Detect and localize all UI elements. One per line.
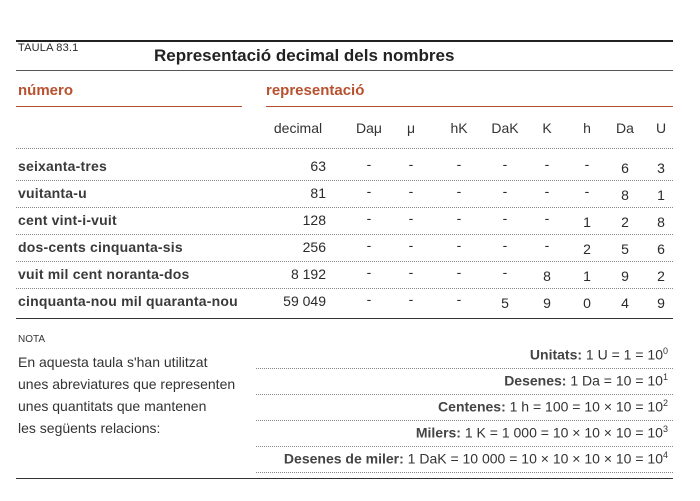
row-decimal: 63 xyxy=(310,158,326,174)
row-cell: - xyxy=(408,210,414,226)
row-cell: - xyxy=(366,291,372,307)
row-cell: 3 xyxy=(657,160,665,176)
relation-divider xyxy=(256,420,673,421)
row-divider xyxy=(16,180,673,181)
row-decimal: 8 192 xyxy=(290,266,326,282)
relation-label: Desenes de miler: xyxy=(283,450,404,467)
row-cell: - xyxy=(544,183,550,199)
relation-line xyxy=(284,450,668,467)
row-cell: - xyxy=(456,183,462,199)
row-name: seixanta-tres xyxy=(18,158,107,174)
row-cell: - xyxy=(544,156,550,172)
column-header: μ xyxy=(406,120,416,136)
row-cell: - xyxy=(584,156,590,172)
row-divider xyxy=(16,234,673,235)
row-cell: - xyxy=(502,183,508,199)
relation-divider xyxy=(256,472,673,473)
relation-line xyxy=(504,372,668,389)
row-cell: 4 xyxy=(621,295,629,311)
row-cell: - xyxy=(408,237,414,253)
relation-divider xyxy=(256,368,673,369)
row-decimal: 59 049 xyxy=(283,293,326,309)
row-cell: - xyxy=(456,237,462,253)
column-header: Da xyxy=(616,120,634,136)
row-cell: - xyxy=(366,210,372,226)
relation-expression: 1 DaK = 10 000 = 10 × 10 × 10 × 10 = 10 xyxy=(403,450,663,467)
row-cell: 2 xyxy=(583,241,591,257)
row-cell: 5 xyxy=(621,241,629,257)
row-cell: 2 xyxy=(621,214,629,230)
table-id: TAULA 83.1 xyxy=(18,42,79,54)
relation-expression: 1 U = 1 = 10 xyxy=(582,346,663,363)
column-header: DaK xyxy=(491,120,519,136)
row-name: vuit mil cent noranta-dos xyxy=(18,266,190,282)
row-cell: - xyxy=(502,264,508,280)
relation-expression: 1 h = 100 = 10 × 10 = 10 xyxy=(505,398,663,415)
row-divider xyxy=(16,288,673,289)
row-cell: - xyxy=(456,156,462,172)
row-cell: 1 xyxy=(583,268,591,284)
relation-label: Desenes: xyxy=(504,372,567,389)
table-title: Representació decimal dels nombres xyxy=(154,46,455,65)
row-cell: - xyxy=(408,183,414,199)
row-cell: 8 xyxy=(543,268,551,284)
row-cell: - xyxy=(502,210,508,226)
relation-exponent: 4 xyxy=(662,450,668,460)
relation-label: Milers: xyxy=(415,424,461,441)
relation-exponent: 1 xyxy=(662,372,668,382)
representacio-rule xyxy=(266,106,673,107)
row-cell: - xyxy=(366,156,372,172)
row-cell: 9 xyxy=(657,295,665,311)
row-cell: - xyxy=(366,264,372,280)
row-cell: - xyxy=(408,264,414,280)
row-cell: - xyxy=(456,291,462,307)
row-cell: - xyxy=(408,291,414,307)
row-cell: 5 xyxy=(501,295,509,311)
row-name: cinquanta-nou mil quaranta-nou xyxy=(18,293,238,309)
row-cell: 1 xyxy=(583,214,591,230)
row-name: dos-cents cinquanta-sis xyxy=(18,239,183,255)
relation-exponent: 2 xyxy=(662,398,668,408)
numero-rule xyxy=(16,106,242,107)
row-cell: - xyxy=(408,156,414,172)
relation-line xyxy=(438,398,668,415)
relation-label: Centenes: xyxy=(438,398,506,415)
relation-line xyxy=(530,346,668,363)
relation-divider xyxy=(256,394,673,395)
column-header: h xyxy=(583,120,591,136)
row-cell: 8 xyxy=(621,187,629,203)
row-cell: 9 xyxy=(621,268,629,284)
row-cell: - xyxy=(544,237,550,253)
row-name: cent vint-i-vuit xyxy=(18,212,117,228)
row-cell: 6 xyxy=(657,241,665,257)
nota-line: unes quantitats que mantenen xyxy=(18,398,207,414)
title-rule xyxy=(16,70,673,71)
top-rule xyxy=(16,40,673,42)
relation-label: Unitats: xyxy=(529,346,583,363)
header-representacio: representació xyxy=(266,82,365,99)
row-cell: - xyxy=(544,210,550,226)
row-decimal: 81 xyxy=(310,185,326,201)
row-divider xyxy=(16,261,673,262)
table-bottom-rule xyxy=(16,318,673,319)
row-cell: 8 xyxy=(657,214,665,230)
column-header: U xyxy=(655,120,667,136)
row-cell: - xyxy=(366,183,372,199)
column-header: K xyxy=(542,120,552,136)
nota-label: NOTA xyxy=(18,334,46,345)
row-cell: 1 xyxy=(657,187,665,203)
header-divider xyxy=(16,148,673,149)
row-cell: 9 xyxy=(543,295,551,311)
relation-expression: 1 K = 1 000 = 10 × 10 × 10 = 10 xyxy=(460,424,663,441)
row-cell: - xyxy=(584,183,590,199)
row-cell: - xyxy=(456,210,462,226)
relation-line xyxy=(416,424,668,441)
column-header: Daμ xyxy=(356,120,382,136)
row-cell: 0 xyxy=(583,295,591,311)
row-cell: - xyxy=(502,156,508,172)
column-header: decimal xyxy=(273,120,323,136)
nota-line: les següents relacions: xyxy=(18,420,161,436)
relation-divider xyxy=(256,446,673,447)
nota-line: En aquesta taula s'han utilitzat xyxy=(18,354,208,370)
header-numero: número xyxy=(18,82,74,99)
row-cell: - xyxy=(502,237,508,253)
row-cell: - xyxy=(456,264,462,280)
relation-exponent: 3 xyxy=(662,424,668,434)
row-cell: 2 xyxy=(657,268,665,284)
column-header: hK xyxy=(450,120,468,136)
row-cell: - xyxy=(366,237,372,253)
row-divider xyxy=(16,207,673,208)
relation-expression: 1 Da = 10 = 10 xyxy=(566,372,663,389)
row-decimal: 256 xyxy=(302,239,326,255)
note-bottom-rule xyxy=(16,478,673,479)
row-cell: 6 xyxy=(621,160,629,176)
row-decimal: 128 xyxy=(302,212,326,228)
nota-line: unes abreviatures que representen xyxy=(18,376,236,392)
row-name: vuitanta-u xyxy=(18,185,87,201)
relation-exponent: 0 xyxy=(662,346,668,356)
